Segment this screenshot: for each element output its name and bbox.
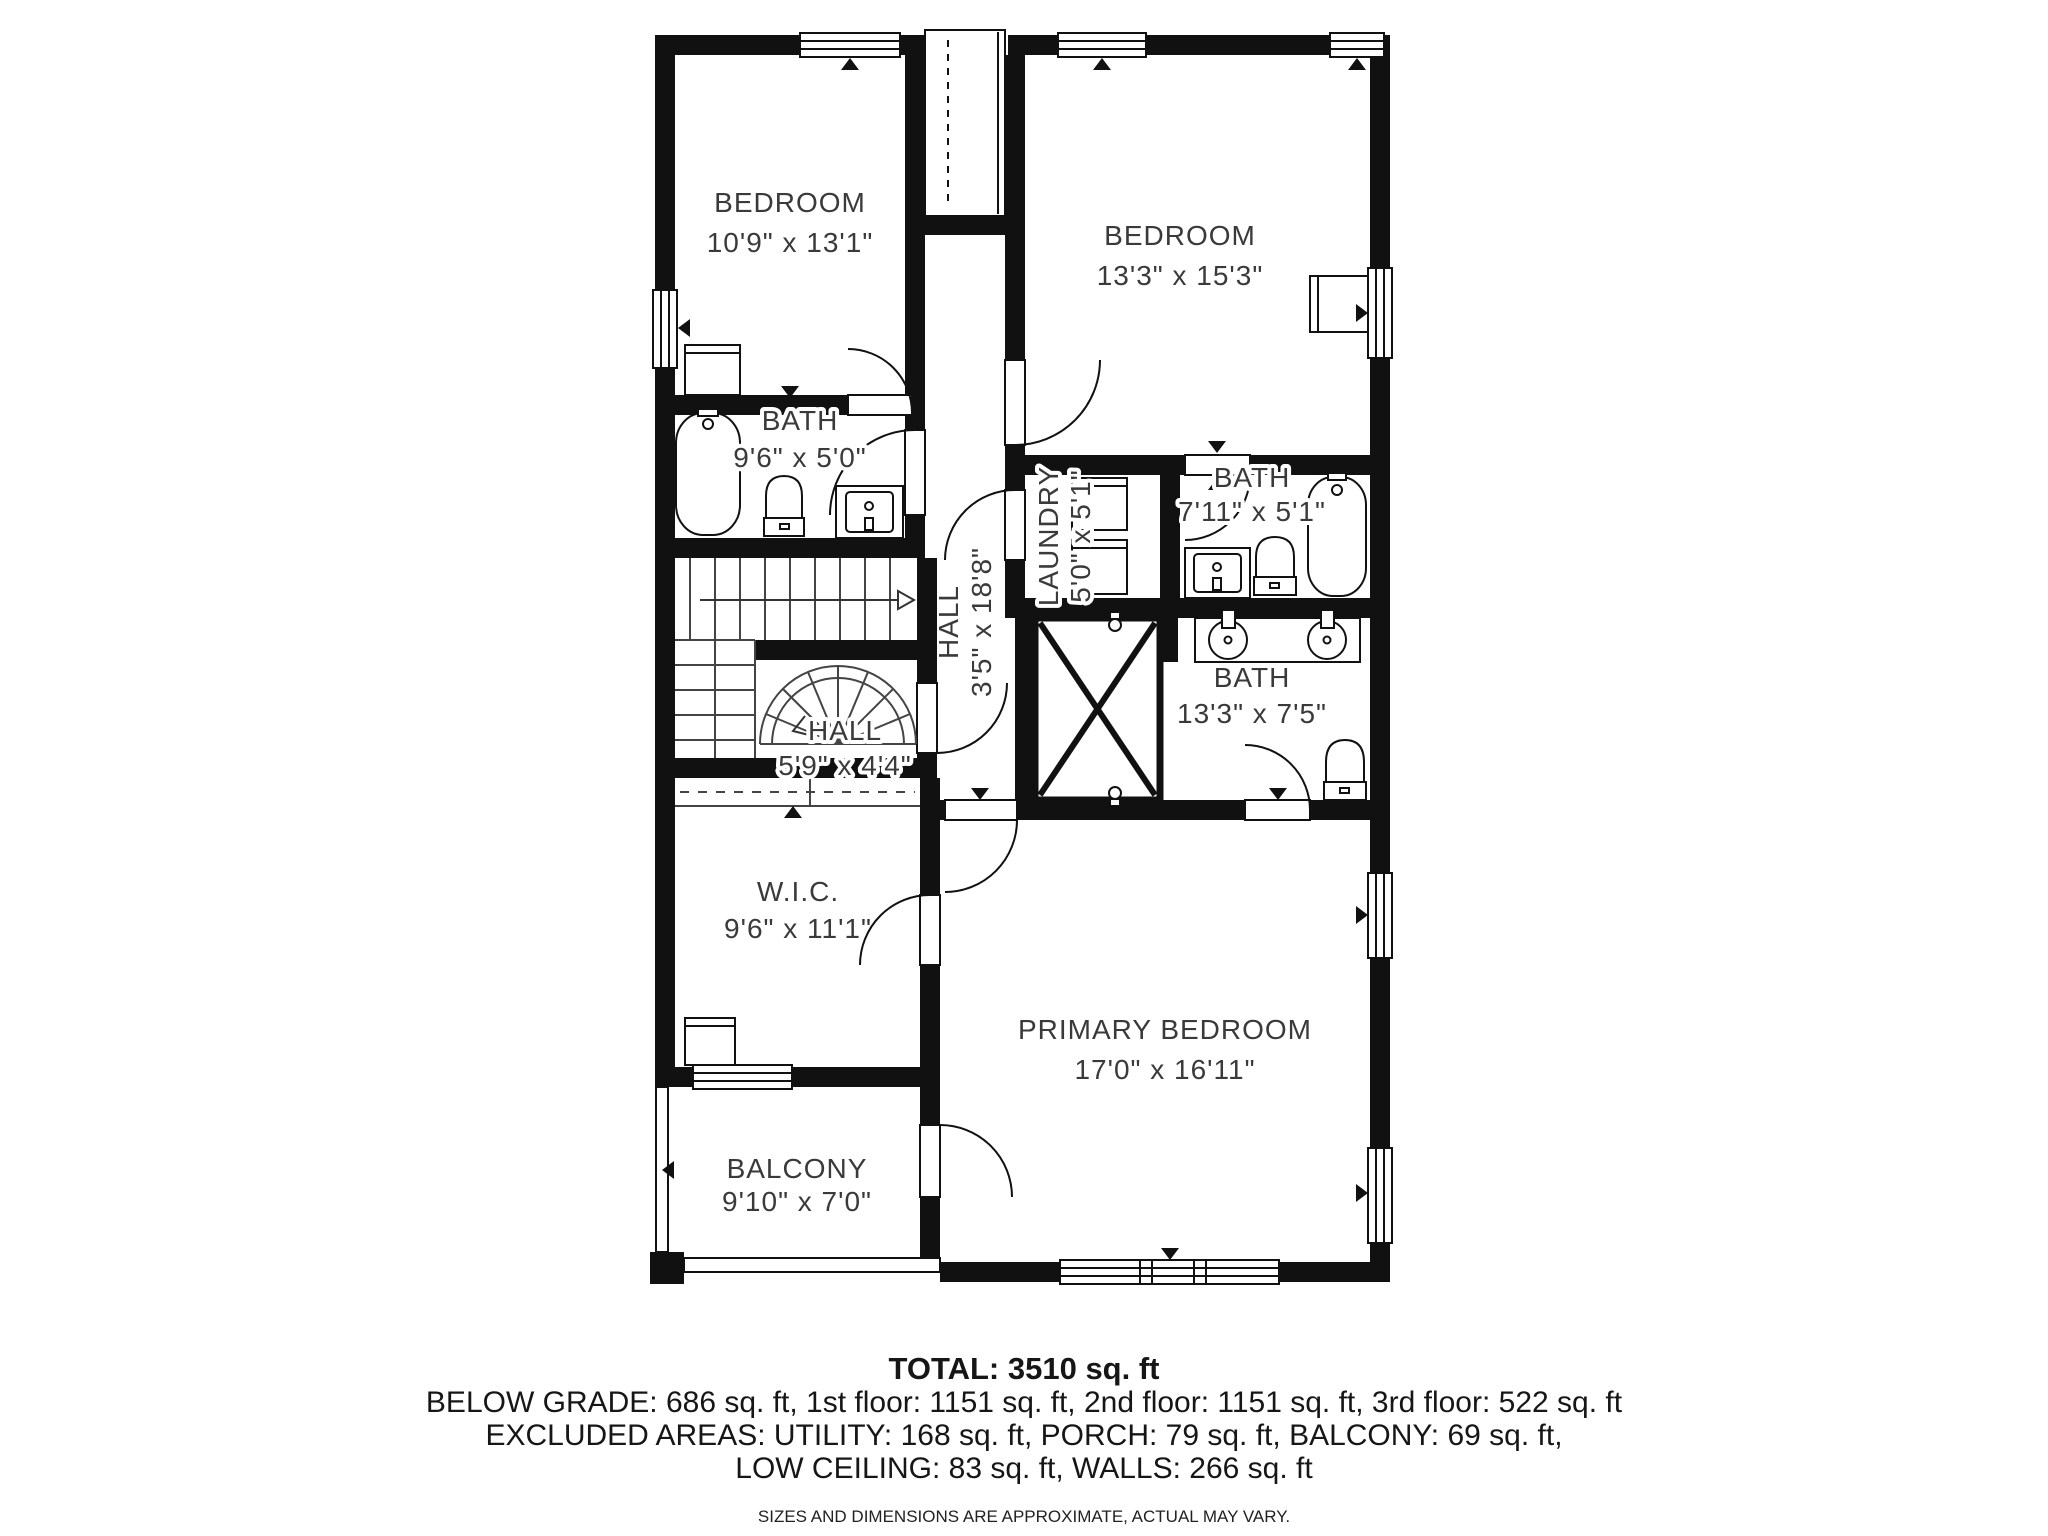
window-wic-balcony [693, 1065, 792, 1089]
bedroom2-dims: 13'3" x 15'3" [1096, 260, 1264, 291]
laundry-name: LAUNDRY [1033, 465, 1064, 607]
bedroom1-dims: 10'9" x 13'1" [706, 227, 874, 258]
toilet-bath1 [764, 476, 804, 536]
bathtub-bath1 [676, 409, 740, 535]
door-wic [860, 895, 940, 965]
hall-stairs-name: HALL [807, 715, 883, 746]
wic-closet-strip [675, 778, 920, 806]
shower-head-icon [1109, 612, 1121, 631]
hall-main-name: HALL [933, 584, 964, 660]
footer-summary [0, 1352, 2048, 1527]
floor-areas: BELOW GRADE: 686 sq. ft, 1st floor: 1151 sq. ft, 2nd floor: 1151 sq. ft, 3rd floor: 522 sq. ft [425, 1386, 1623, 1419]
sink-bath2 [1185, 548, 1250, 598]
hall-stairs-dims: 5'9" x 4'4" [778, 750, 912, 781]
laundry-dims: 5'0" x 5'1" [1065, 469, 1096, 603]
desk-bedroom2 [1310, 276, 1368, 332]
wic-name: W.I.C. [756, 876, 840, 907]
toilet-bath2 [1254, 537, 1296, 595]
balcony-name: BALCONY [726, 1153, 868, 1184]
bath2-name: BATH [1213, 462, 1291, 493]
excluded-areas-2: LOW CEILING: 83 sq. ft, WALLS: 266 sq. ft [735, 1452, 1313, 1485]
bath2-dims: 7'11" x 5'1" [1178, 496, 1326, 527]
sink-bath1 [836, 486, 903, 538]
door-primary-entry [945, 800, 1017, 892]
double-vanity-bath3 [1195, 610, 1360, 662]
closet-chute [925, 30, 1005, 216]
window-right-bedroom2 [1368, 268, 1392, 358]
primary-name: PRIMARY BEDROOM [1017, 1014, 1313, 1045]
wic-dims: 9'6" x 11'1" [724, 913, 872, 944]
door-balcony [920, 1125, 1012, 1197]
dresser-wic [685, 1018, 735, 1065]
bedroom1-name: BEDROOM [714, 187, 866, 218]
window-bottom-primary [1060, 1260, 1279, 1284]
window-right-primary-upper [1368, 873, 1392, 958]
disclaimer: SIZES AND DIMENSIONS ARE APPROXIMATE, ACTUAL MAY VARY. [757, 1507, 1291, 1526]
window-right-primary-lower [1368, 1148, 1392, 1243]
stair-direction-arrow [700, 591, 914, 609]
primary-dims: 17'0" x 16'11" [1074, 1054, 1256, 1085]
bath3-dims: 13'3" x 7'5" [1177, 698, 1327, 729]
dresser-bedroom1 [685, 345, 740, 395]
window-left-bedroom1 [653, 290, 677, 368]
bedroom2-name: BEDROOM [1104, 220, 1256, 251]
shower [1035, 612, 1160, 806]
door-bedroom1 [848, 349, 912, 415]
toilet-bath3 [1324, 740, 1366, 800]
window-top-bedroom2 [1058, 33, 1146, 57]
shower-head-icon [1109, 787, 1121, 806]
bathtub-bath2 [1308, 473, 1366, 596]
total-area: TOTAL: 3510 sq. ft [888, 1351, 1160, 1386]
bath3-name: BATH [1213, 662, 1291, 693]
bath1-dims: 9'6" x 5'0" [733, 442, 867, 473]
window-top-bedroom1 [800, 33, 900, 57]
balcony-dims: 9'10" x 7'0" [722, 1186, 872, 1217]
door-bedroom2 [1005, 360, 1100, 445]
bath1-name: BATH [761, 405, 839, 436]
door-bath3 [1245, 745, 1310, 820]
excluded-areas-1: EXCLUDED AREAS: UTILITY: 168 sq. ft, PORCH: 79 sq. ft, BALCONY: 69 sq. ft, [485, 1419, 1563, 1452]
window-top-right [1330, 33, 1384, 57]
hall-main-dims: 3'5" x 18'8" [966, 547, 997, 697]
